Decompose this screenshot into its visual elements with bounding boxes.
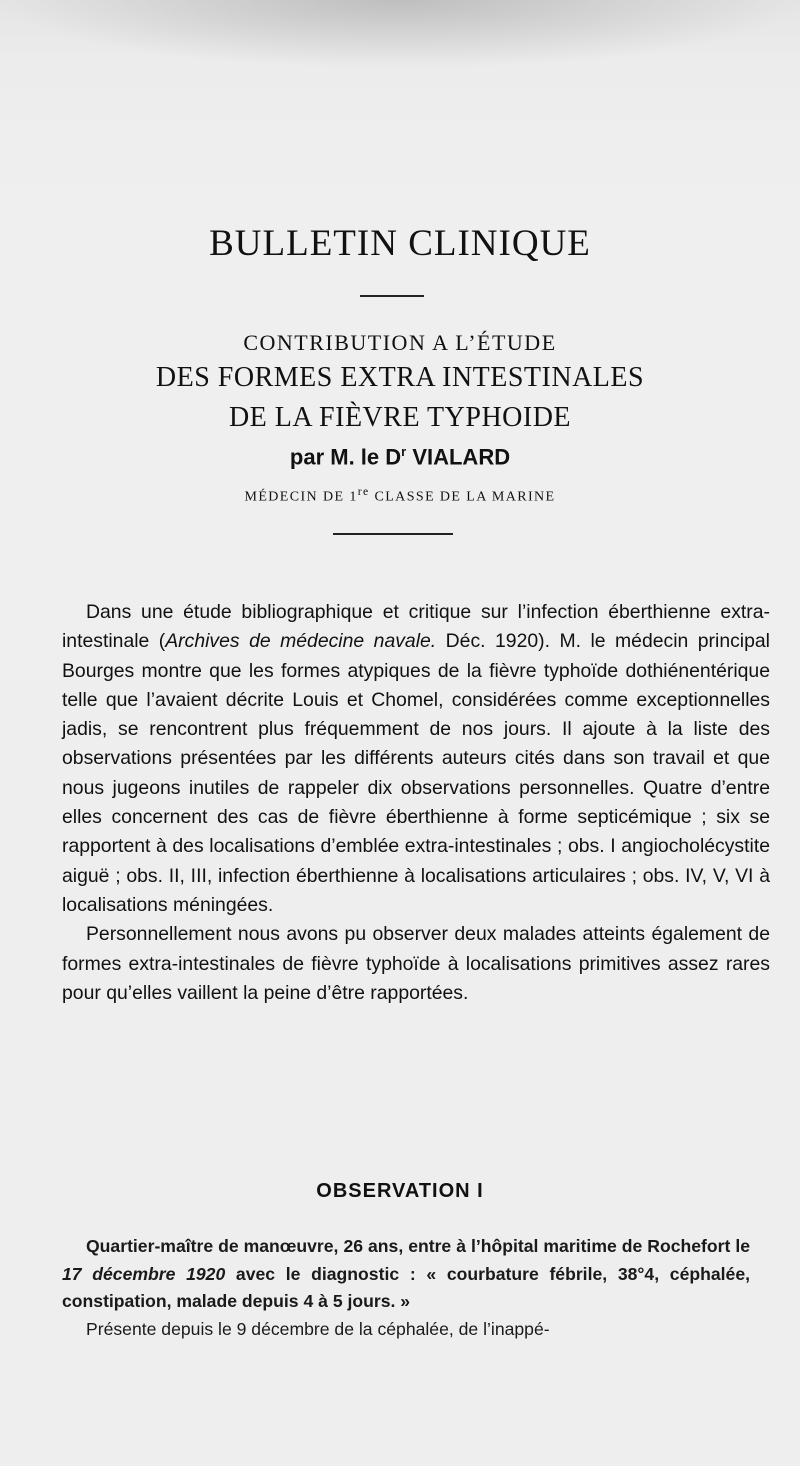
- author-affiliation: [0, 485, 800, 506]
- scan-smudge: [0, 0, 800, 70]
- intro-paragraph-2: Personnellement nous avons pu observer deux malades atteints également de formes extra-intestinales de fièvre typhoïde à localisations primitives assez rares pour qu’elles vaillent la peine d’être rapportées.: [62, 923, 770, 1004]
- obs-p1-start: Quartier-maître de manœuvre, 26 ans, entre à l’hôpital maritime de Rochefort le: [86, 1236, 750, 1256]
- bulletin-title: BULLETIN CLINIQUE: [209, 223, 591, 264]
- intro-paragraph-1: [62, 598, 770, 920]
- journal-reference: Archives de médecine navale.: [165, 630, 437, 653]
- article-title-line-2: DE LA FIÈVRE TYPHOIDE: [228, 402, 572, 433]
- section-divider: [333, 533, 453, 535]
- observation-paragraph-1: [62, 1233, 750, 1316]
- title-divider: [360, 295, 424, 297]
- affiliation-suffix: CLASSE DE LA MARINE: [369, 489, 556, 505]
- intro-p1-end: Déc. 1920). M. le médecin principal Bourges montre que les formes atypiques de la fièvre typhoïde dothiénentérique telle que l’avaient décrite Louis et Chomel, considérées comme exceptionnelles jadis, se rencontrent plus fréquemment de nos jours. Il ajoute à la liste des observations présentées par les différents auteurs cités dans son travail et que nous jugeons inutiles de rappeler dix observations personnelles. Quatre d’entre elles concernent des cas de fièvre éberthienne à forme septicémique ; six se rapportent à des localisations d’emblée extra-intestinales ; obs. I angiocholécystite aiguë ; obs. II, III, infection éberthienne à localisations articulaires ; obs. IV, V, VI à localisations méningées.: [62, 630, 770, 916]
- intro-p1-start: Dans une étude bibliographique et critique sur l’infection éberthienne extra-intestinale (: [62, 601, 770, 653]
- observation-text: [62, 1233, 750, 1343]
- author-sup: r: [401, 444, 407, 459]
- affiliation-sup: re: [357, 485, 370, 498]
- intro-text: [62, 598, 770, 1008]
- author-name: VIALARD: [406, 444, 511, 470]
- affiliation-prefix: MÉDECIN DE 1: [244, 489, 358, 505]
- admission-date: 17 décembre 1920: [62, 1263, 226, 1284]
- article-title-line-1: DES FORMES EXTRA INTESTINALES: [155, 362, 645, 393]
- article-kicker: CONTRIBUTION A L’ÉTUDE: [243, 330, 557, 355]
- author-line: [0, 444, 800, 470]
- observation-paragraph-2: Présente depuis le 9 décembre de la céphalée, de l’inappé-: [86, 1318, 550, 1339]
- observation-heading: OBSERVATION I: [316, 1180, 484, 1202]
- author-prefix: par M. le D: [289, 444, 402, 470]
- obs-p1-end: avec le diagnostic : « courbature fébrile, 38°4, céphalée, constipation, malade depuis 4 à 5 jours. »: [62, 1263, 751, 1311]
